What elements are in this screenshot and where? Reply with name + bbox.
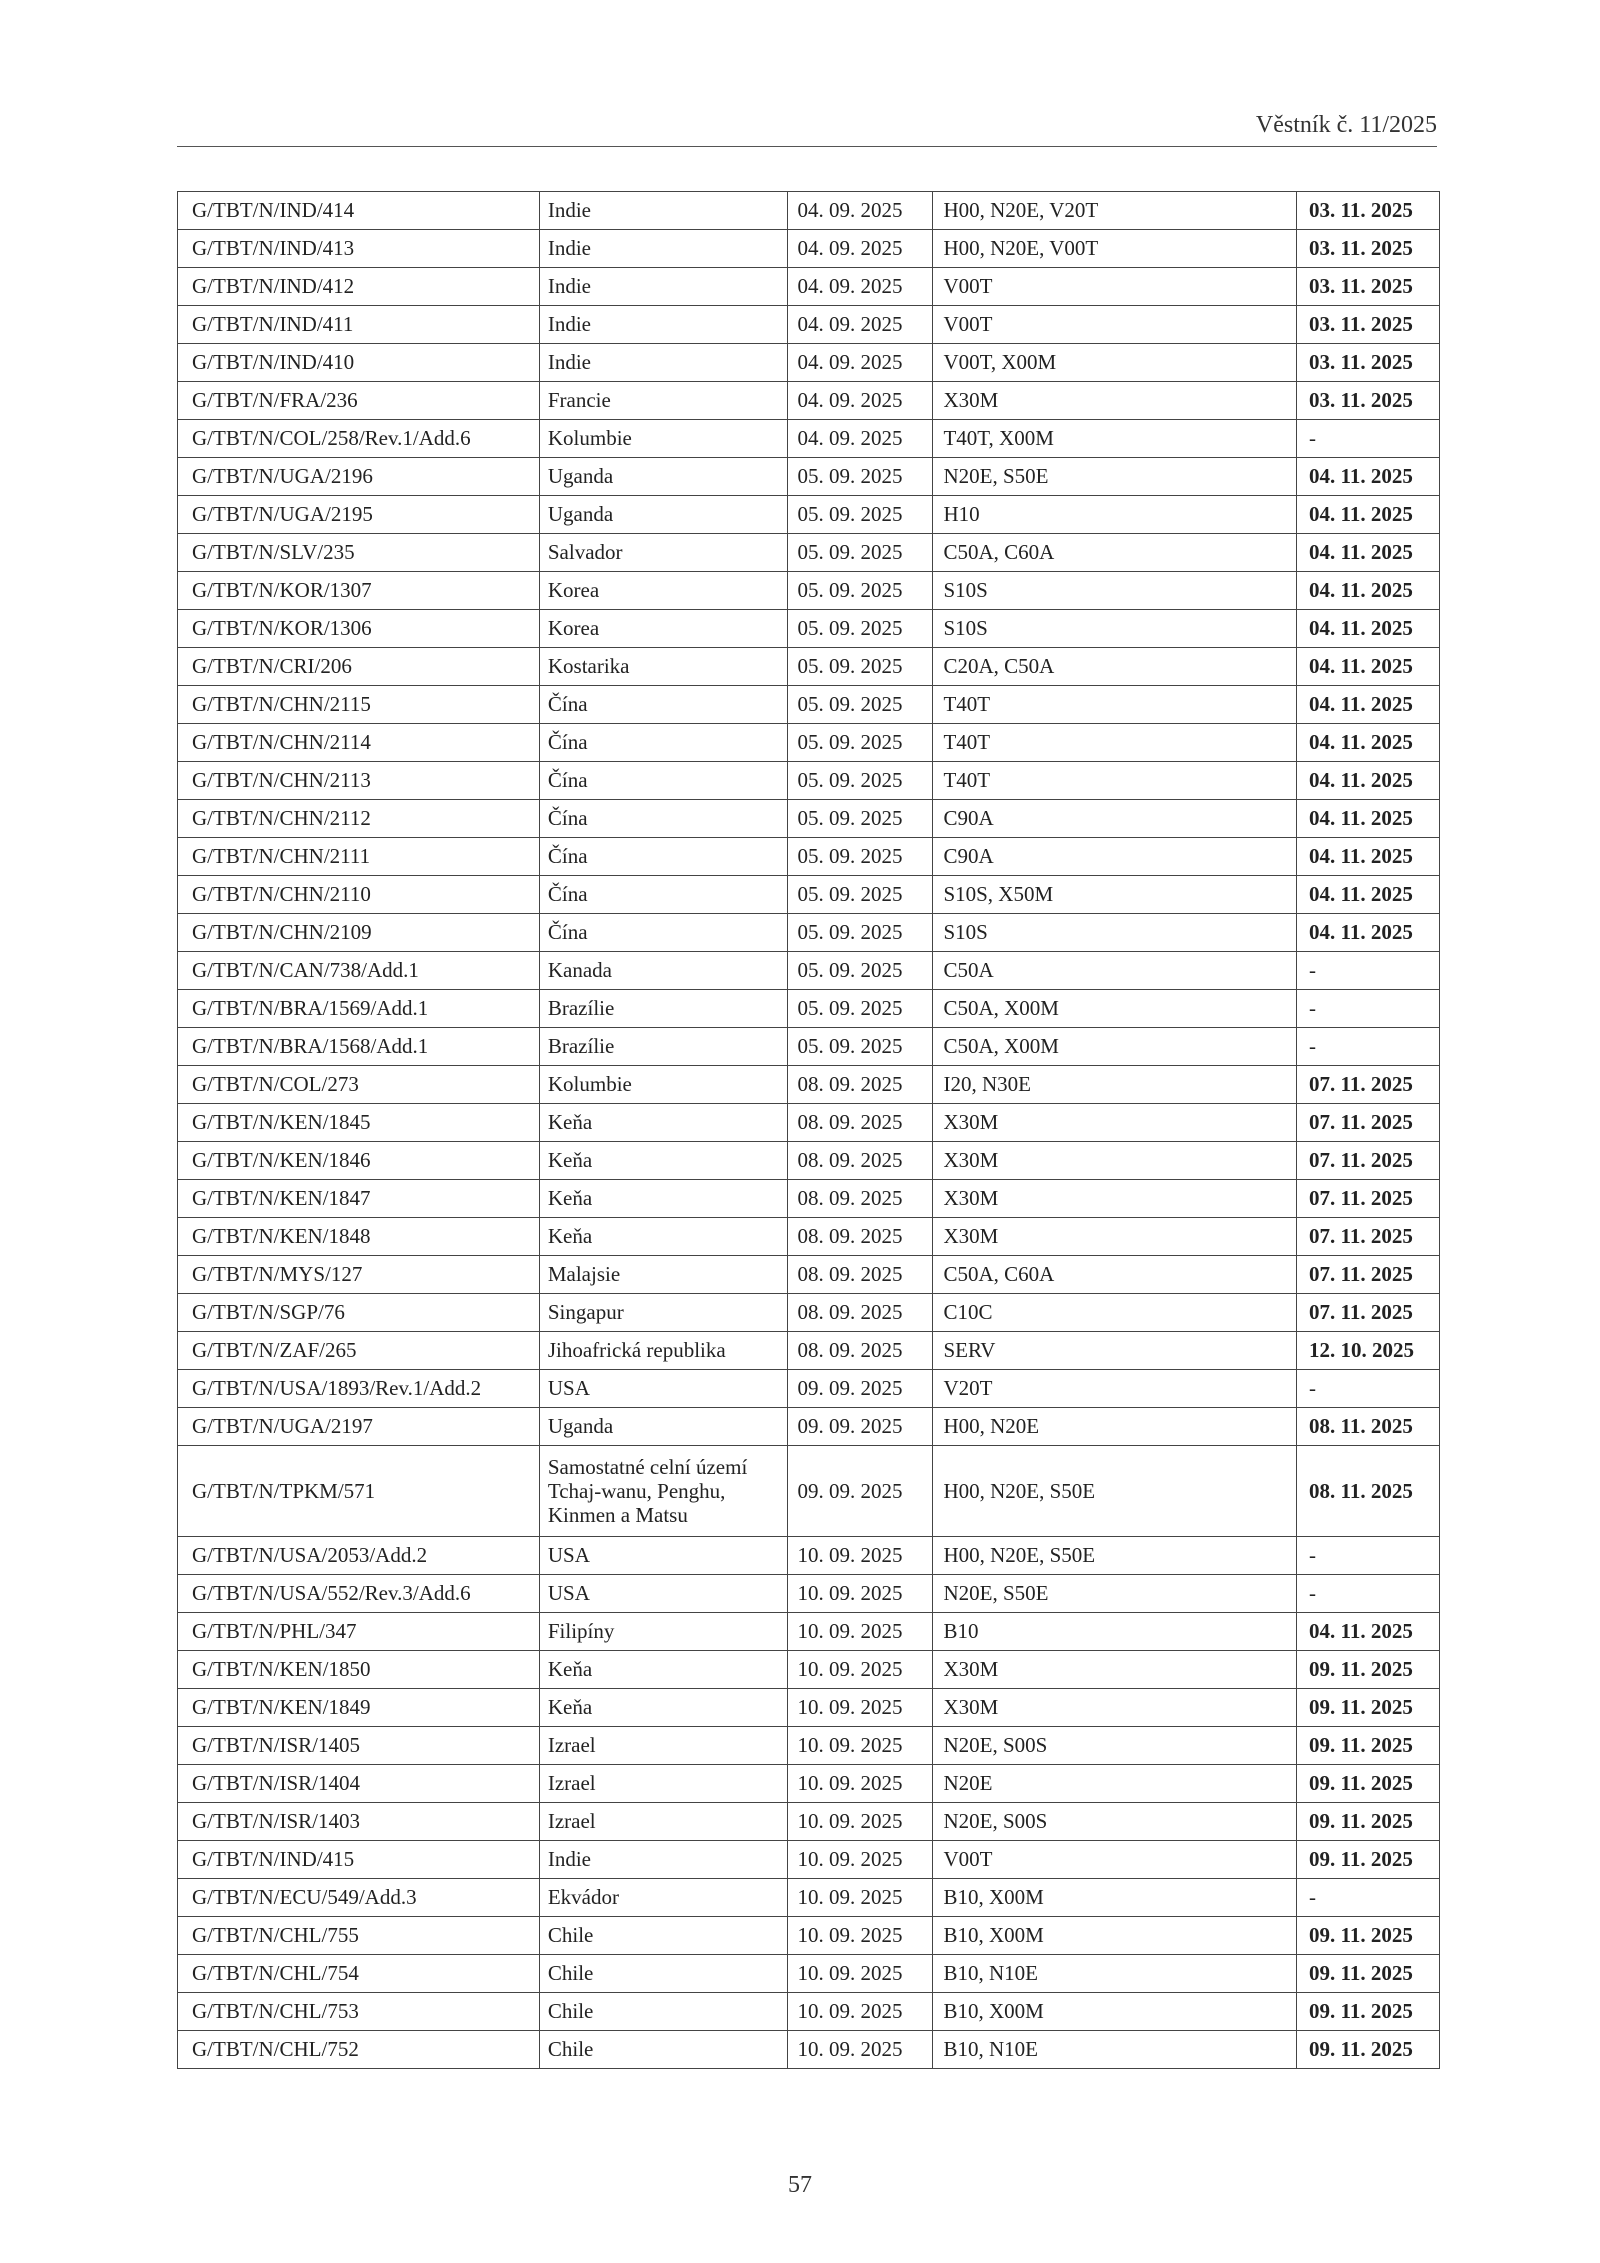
- document-symbol-cell: G/TBT/N/KEN/1845: [178, 1104, 540, 1142]
- ics-codes-cell: X30M: [933, 1104, 1297, 1142]
- table-row: [178, 1294, 1440, 1332]
- notification-date-cell: 08. 09. 2025: [787, 1142, 933, 1180]
- member-country-cell: Čína: [539, 914, 787, 952]
- ics-codes-cell: V20T: [933, 1370, 1297, 1408]
- ics-codes-cell: SERV: [933, 1332, 1297, 1370]
- member-country-cell: Chile: [539, 2031, 787, 2069]
- ics-codes-cell: C50A, X00M: [933, 1028, 1297, 1066]
- ics-codes-cell: C20A, C50A: [933, 648, 1297, 686]
- table-row: [178, 1841, 1440, 1879]
- table-row: [178, 1446, 1440, 1537]
- member-country-cell: Chile: [539, 1917, 787, 1955]
- notification-date-cell: 08. 09. 2025: [787, 1104, 933, 1142]
- table-row: [178, 1613, 1440, 1651]
- notifications-table: [177, 191, 1440, 2069]
- comment-deadline-cell: 09. 11. 2025: [1297, 1841, 1440, 1879]
- table-row: [178, 1066, 1440, 1104]
- ics-codes-cell: V00T: [933, 306, 1297, 344]
- comment-deadline-cell: 09. 11. 2025: [1297, 2031, 1440, 2069]
- document-symbol-cell: G/TBT/N/KOR/1306: [178, 610, 540, 648]
- table-row: [178, 762, 1440, 800]
- comment-deadline-cell: 07. 11. 2025: [1297, 1218, 1440, 1256]
- page-number: 57: [788, 2172, 812, 2198]
- table-row: [178, 1727, 1440, 1765]
- document-symbol-cell: G/TBT/N/ZAF/265: [178, 1332, 540, 1370]
- ics-codes-cell: B10, X00M: [933, 1879, 1297, 1917]
- comment-deadline-cell: 04. 11. 2025: [1297, 686, 1440, 724]
- member-country-cell: Indie: [539, 268, 787, 306]
- table-row: [178, 2031, 1440, 2069]
- document-symbol-cell: G/TBT/N/ECU/549/Add.3: [178, 1879, 540, 1917]
- notification-date-cell: 10. 09. 2025: [787, 1841, 933, 1879]
- document-symbol-cell: G/TBT/N/UGA/2196: [178, 458, 540, 496]
- document-symbol-cell: G/TBT/N/MYS/127: [178, 1256, 540, 1294]
- notification-date-cell: 10. 09. 2025: [787, 1879, 933, 1917]
- ics-codes-cell: C90A: [933, 838, 1297, 876]
- table-row: [178, 306, 1440, 344]
- table-row: [178, 1256, 1440, 1294]
- member-country-cell: Indie: [539, 1841, 787, 1879]
- comment-deadline-cell: -: [1297, 1028, 1440, 1066]
- ics-codes-cell: C50A, C60A: [933, 1256, 1297, 1294]
- document-symbol-cell: G/TBT/N/BRA/1568/Add.1: [178, 1028, 540, 1066]
- ics-codes-cell: X30M: [933, 382, 1297, 420]
- member-country-cell: Izrael: [539, 1803, 787, 1841]
- table-row: [178, 610, 1440, 648]
- member-country-cell: Samostatné celní území Tchaj-wanu, Penghu, Kinmen a Matsu: [539, 1446, 787, 1537]
- notification-date-cell: 05. 09. 2025: [787, 990, 933, 1028]
- ics-codes-cell: B10: [933, 1613, 1297, 1651]
- ics-codes-cell: N20E, S00S: [933, 1727, 1297, 1765]
- notification-date-cell: 05. 09. 2025: [787, 762, 933, 800]
- ics-codes-cell: C90A: [933, 800, 1297, 838]
- member-country-cell: Keňa: [539, 1180, 787, 1218]
- member-country-cell: Kolumbie: [539, 1066, 787, 1104]
- member-country-cell: USA: [539, 1537, 787, 1575]
- notification-date-cell: 10. 09. 2025: [787, 1765, 933, 1803]
- comment-deadline-cell: 03. 11. 2025: [1297, 344, 1440, 382]
- document-symbol-cell: G/TBT/N/PHL/347: [178, 1613, 540, 1651]
- document-symbol-cell: G/TBT/N/ISR/1403: [178, 1803, 540, 1841]
- document-symbol-cell: G/TBT/N/CHL/754: [178, 1955, 540, 1993]
- table-row: [178, 420, 1440, 458]
- document-symbol-cell: G/TBT/N/USA/1893/Rev.1/Add.2: [178, 1370, 540, 1408]
- table-row: [178, 1993, 1440, 2031]
- ics-codes-cell: V00T: [933, 268, 1297, 306]
- document-symbol-cell: G/TBT/N/KEN/1849: [178, 1689, 540, 1727]
- notification-date-cell: 08. 09. 2025: [787, 1066, 933, 1104]
- table-row: [178, 1651, 1440, 1689]
- notification-date-cell: 08. 09. 2025: [787, 1332, 933, 1370]
- ics-codes-cell: S10S: [933, 610, 1297, 648]
- notification-date-cell: 10. 09. 2025: [787, 1537, 933, 1575]
- table-row: [178, 344, 1440, 382]
- document-symbol-cell: G/TBT/N/BRA/1569/Add.1: [178, 990, 540, 1028]
- comment-deadline-cell: 07. 11. 2025: [1297, 1180, 1440, 1218]
- ics-codes-cell: H00, N20E, V00T: [933, 230, 1297, 268]
- member-country-cell: Čína: [539, 762, 787, 800]
- document-symbol-cell: G/TBT/N/CRI/206: [178, 648, 540, 686]
- member-country-cell: Indie: [539, 306, 787, 344]
- notification-date-cell: 04. 09. 2025: [787, 230, 933, 268]
- comment-deadline-cell: -: [1297, 990, 1440, 1028]
- table-row: [178, 572, 1440, 610]
- table-row: [178, 1180, 1440, 1218]
- notification-date-cell: 05. 09. 2025: [787, 952, 933, 990]
- notification-date-cell: 10. 09. 2025: [787, 1689, 933, 1727]
- table-row: [178, 1765, 1440, 1803]
- table-row: [178, 990, 1440, 1028]
- notification-date-cell: 08. 09. 2025: [787, 1294, 933, 1332]
- comment-deadline-cell: 07. 11. 2025: [1297, 1104, 1440, 1142]
- table-row: [178, 1408, 1440, 1446]
- notification-date-cell: 10. 09. 2025: [787, 1613, 933, 1651]
- ics-codes-cell: B10, N10E: [933, 2031, 1297, 2069]
- notification-date-cell: 10. 09. 2025: [787, 1575, 933, 1613]
- table-row: [178, 458, 1440, 496]
- table-row: [178, 268, 1440, 306]
- document-symbol-cell: G/TBT/N/UGA/2197: [178, 1408, 540, 1446]
- notification-date-cell: 04. 09. 2025: [787, 420, 933, 458]
- table-row: [178, 534, 1440, 572]
- ics-codes-cell: H00, N20E, S50E: [933, 1446, 1297, 1537]
- table-row: [178, 1803, 1440, 1841]
- table-row: [178, 800, 1440, 838]
- document-symbol-cell: G/TBT/N/COL/273: [178, 1066, 540, 1104]
- member-country-cell: Korea: [539, 572, 787, 610]
- comment-deadline-cell: -: [1297, 1537, 1440, 1575]
- member-country-cell: Indie: [539, 192, 787, 230]
- member-country-cell: USA: [539, 1370, 787, 1408]
- table-row: [178, 1028, 1440, 1066]
- notification-date-cell: 10. 09. 2025: [787, 1955, 933, 1993]
- document-symbol-cell: G/TBT/N/FRA/236: [178, 382, 540, 420]
- notification-date-cell: 10. 09. 2025: [787, 1651, 933, 1689]
- table-row: [178, 1879, 1440, 1917]
- ics-codes-cell: V00T: [933, 1841, 1297, 1879]
- document-symbol-cell: G/TBT/N/SLV/235: [178, 534, 540, 572]
- member-country-cell: Indie: [539, 230, 787, 268]
- member-country-cell: Filipíny: [539, 1613, 787, 1651]
- comment-deadline-cell: 04. 11. 2025: [1297, 914, 1440, 952]
- member-country-cell: Ekvádor: [539, 1879, 787, 1917]
- comment-deadline-cell: 09. 11. 2025: [1297, 1689, 1440, 1727]
- ics-codes-cell: C50A, X00M: [933, 990, 1297, 1028]
- table-row: [178, 1218, 1440, 1256]
- document-symbol-cell: G/TBT/N/KOR/1307: [178, 572, 540, 610]
- notification-date-cell: 04. 09. 2025: [787, 382, 933, 420]
- ics-codes-cell: X30M: [933, 1651, 1297, 1689]
- table-row: [178, 1917, 1440, 1955]
- comment-deadline-cell: -: [1297, 1370, 1440, 1408]
- ics-codes-cell: B10, X00M: [933, 1993, 1297, 2031]
- comment-deadline-cell: 09. 11. 2025: [1297, 1651, 1440, 1689]
- table-row: [178, 192, 1440, 230]
- document-symbol-cell: G/TBT/N/KEN/1848: [178, 1218, 540, 1256]
- ics-codes-cell: H00, N20E: [933, 1408, 1297, 1446]
- notification-date-cell: 10. 09. 2025: [787, 2031, 933, 2069]
- document-symbol-cell: G/TBT/N/KEN/1846: [178, 1142, 540, 1180]
- comment-deadline-cell: 07. 11. 2025: [1297, 1294, 1440, 1332]
- table-row: [178, 1370, 1440, 1408]
- table-row: [178, 1689, 1440, 1727]
- document-symbol-cell: G/TBT/N/CHN/2115: [178, 686, 540, 724]
- notification-date-cell: 05. 09. 2025: [787, 686, 933, 724]
- member-country-cell: Malajsie: [539, 1256, 787, 1294]
- ics-codes-cell: H00, N20E, V20T: [933, 192, 1297, 230]
- ics-codes-cell: S10S, X50M: [933, 876, 1297, 914]
- ics-codes-cell: S10S: [933, 572, 1297, 610]
- ics-codes-cell: N20E, S50E: [933, 458, 1297, 496]
- comment-deadline-cell: -: [1297, 420, 1440, 458]
- comment-deadline-cell: 04. 11. 2025: [1297, 724, 1440, 762]
- document-symbol-cell: G/TBT/N/IND/413: [178, 230, 540, 268]
- comment-deadline-cell: 03. 11. 2025: [1297, 268, 1440, 306]
- document-symbol-cell: G/TBT/N/IND/414: [178, 192, 540, 230]
- notification-date-cell: 05. 09. 2025: [787, 838, 933, 876]
- member-country-cell: Jihoafrická republika: [539, 1332, 787, 1370]
- comment-deadline-cell: 04. 11. 2025: [1297, 800, 1440, 838]
- table-row: [178, 1332, 1440, 1370]
- member-country-cell: Kostarika: [539, 648, 787, 686]
- document-symbol-cell: G/TBT/N/CHL/752: [178, 2031, 540, 2069]
- document-symbol-cell: G/TBT/N/CHL/755: [178, 1917, 540, 1955]
- notification-date-cell: 10. 09. 2025: [787, 1917, 933, 1955]
- ics-codes-cell: X30M: [933, 1180, 1297, 1218]
- comment-deadline-cell: 09. 11. 2025: [1297, 1765, 1440, 1803]
- ics-codes-cell: C50A, C60A: [933, 534, 1297, 572]
- member-country-cell: Izrael: [539, 1727, 787, 1765]
- table-row: [178, 686, 1440, 724]
- notification-date-cell: 09. 09. 2025: [787, 1446, 933, 1537]
- comment-deadline-cell: 04. 11. 2025: [1297, 648, 1440, 686]
- notification-date-cell: 09. 09. 2025: [787, 1408, 933, 1446]
- notification-date-cell: 09. 09. 2025: [787, 1370, 933, 1408]
- document-symbol-cell: G/TBT/N/USA/552/Rev.3/Add.6: [178, 1575, 540, 1613]
- comment-deadline-cell: 04. 11. 2025: [1297, 610, 1440, 648]
- comment-deadline-cell: 04. 11. 2025: [1297, 838, 1440, 876]
- member-country-cell: Keňa: [539, 1218, 787, 1256]
- ics-codes-cell: C50A: [933, 952, 1297, 990]
- comment-deadline-cell: 03. 11. 2025: [1297, 230, 1440, 268]
- ics-codes-cell: T40T, X00M: [933, 420, 1297, 458]
- ics-codes-cell: H00, N20E, S50E: [933, 1537, 1297, 1575]
- member-country-cell: Kanada: [539, 952, 787, 990]
- comment-deadline-cell: 03. 11. 2025: [1297, 382, 1440, 420]
- ics-codes-cell: X30M: [933, 1218, 1297, 1256]
- comment-deadline-cell: 08. 11. 2025: [1297, 1408, 1440, 1446]
- notification-date-cell: 05. 09. 2025: [787, 800, 933, 838]
- table-row: [178, 838, 1440, 876]
- comment-deadline-cell: 09. 11. 2025: [1297, 1727, 1440, 1765]
- member-country-cell: Singapur: [539, 1294, 787, 1332]
- comment-deadline-cell: 04. 11. 2025: [1297, 534, 1440, 572]
- notification-date-cell: 08. 09. 2025: [787, 1180, 933, 1218]
- comment-deadline-cell: -: [1297, 1879, 1440, 1917]
- document-symbol-cell: G/TBT/N/IND/415: [178, 1841, 540, 1879]
- notification-date-cell: 10. 09. 2025: [787, 1727, 933, 1765]
- table-body: [178, 192, 1440, 2069]
- document-symbol-cell: G/TBT/N/IND/412: [178, 268, 540, 306]
- notification-date-cell: 05. 09. 2025: [787, 496, 933, 534]
- ics-codes-cell: B10, X00M: [933, 1917, 1297, 1955]
- document-symbol-cell: G/TBT/N/KEN/1850: [178, 1651, 540, 1689]
- table-row: [178, 1955, 1440, 1993]
- ics-codes-cell: N20E, S50E: [933, 1575, 1297, 1613]
- bulletin-title: Věstník č. 11/2025: [1255, 112, 1437, 138]
- notification-date-cell: 04. 09. 2025: [787, 344, 933, 382]
- table-row: [178, 648, 1440, 686]
- document-symbol-cell: G/TBT/N/SGP/76: [178, 1294, 540, 1332]
- member-country-cell: Indie: [539, 344, 787, 382]
- comment-deadline-cell: -: [1297, 952, 1440, 990]
- document-symbol-cell: G/TBT/N/IND/410: [178, 344, 540, 382]
- ics-codes-cell: T40T: [933, 762, 1297, 800]
- document-symbol-cell: G/TBT/N/USA/2053/Add.2: [178, 1537, 540, 1575]
- document-symbol-cell: G/TBT/N/ISR/1405: [178, 1727, 540, 1765]
- table-row: [178, 1575, 1440, 1613]
- comment-deadline-cell: 04. 11. 2025: [1297, 458, 1440, 496]
- table-row: [178, 1104, 1440, 1142]
- member-country-cell: Čína: [539, 724, 787, 762]
- comment-deadline-cell: 07. 11. 2025: [1297, 1256, 1440, 1294]
- notification-date-cell: 05. 09. 2025: [787, 610, 933, 648]
- comment-deadline-cell: 04. 11. 2025: [1297, 496, 1440, 534]
- member-country-cell: Čína: [539, 876, 787, 914]
- notification-date-cell: 05. 09. 2025: [787, 724, 933, 762]
- member-country-cell: Čína: [539, 838, 787, 876]
- member-country-cell: Francie: [539, 382, 787, 420]
- document-symbol-cell: G/TBT/N/CHL/753: [178, 1993, 540, 2031]
- notification-date-cell: 10. 09. 2025: [787, 1803, 933, 1841]
- document-symbol-cell: G/TBT/N/CHN/2111: [178, 838, 540, 876]
- comment-deadline-cell: 09. 11. 2025: [1297, 1955, 1440, 1993]
- member-country-cell: Chile: [539, 1993, 787, 2031]
- table-row: [178, 382, 1440, 420]
- document-symbol-cell: G/TBT/N/KEN/1847: [178, 1180, 540, 1218]
- ics-codes-cell: X30M: [933, 1689, 1297, 1727]
- member-country-cell: Salvador: [539, 534, 787, 572]
- comment-deadline-cell: 07. 11. 2025: [1297, 1066, 1440, 1104]
- table-row: [178, 724, 1440, 762]
- document-symbol-cell: G/TBT/N/CHN/2109: [178, 914, 540, 952]
- comment-deadline-cell: 09. 11. 2025: [1297, 1803, 1440, 1841]
- member-country-cell: Keňa: [539, 1651, 787, 1689]
- notification-date-cell: 04. 09. 2025: [787, 192, 933, 230]
- document-symbol-cell: G/TBT/N/CHN/2110: [178, 876, 540, 914]
- table-row: [178, 230, 1440, 268]
- notification-date-cell: 08. 09. 2025: [787, 1218, 933, 1256]
- table-row: [178, 496, 1440, 534]
- ics-codes-cell: X30M: [933, 1142, 1297, 1180]
- comment-deadline-cell: -: [1297, 1575, 1440, 1613]
- ics-codes-cell: N20E, S00S: [933, 1803, 1297, 1841]
- ics-codes-cell: T40T: [933, 686, 1297, 724]
- table-row: [178, 1537, 1440, 1575]
- table-row: [178, 1142, 1440, 1180]
- notification-date-cell: 10. 09. 2025: [787, 1993, 933, 2031]
- member-country-cell: Keňa: [539, 1689, 787, 1727]
- member-country-cell: Brazílie: [539, 1028, 787, 1066]
- document-symbol-cell: G/TBT/N/UGA/2195: [178, 496, 540, 534]
- document-symbol-cell: G/TBT/N/ISR/1404: [178, 1765, 540, 1803]
- ics-codes-cell: H10: [933, 496, 1297, 534]
- member-country-cell: Čína: [539, 686, 787, 724]
- document-symbol-cell: G/TBT/N/CHN/2112: [178, 800, 540, 838]
- ics-codes-cell: V00T, X00M: [933, 344, 1297, 382]
- notification-date-cell: 05. 09. 2025: [787, 534, 933, 572]
- member-country-cell: Chile: [539, 1955, 787, 1993]
- member-country-cell: Keňa: [539, 1142, 787, 1180]
- notification-date-cell: 04. 09. 2025: [787, 268, 933, 306]
- member-country-cell: USA: [539, 1575, 787, 1613]
- comment-deadline-cell: 12. 10. 2025: [1297, 1332, 1440, 1370]
- comment-deadline-cell: 07. 11. 2025: [1297, 1142, 1440, 1180]
- ics-codes-cell: S10S: [933, 914, 1297, 952]
- member-country-cell: Izrael: [539, 1765, 787, 1803]
- comment-deadline-cell: 04. 11. 2025: [1297, 572, 1440, 610]
- comment-deadline-cell: 04. 11. 2025: [1297, 762, 1440, 800]
- member-country-cell: Uganda: [539, 1408, 787, 1446]
- member-country-cell: Uganda: [539, 458, 787, 496]
- comment-deadline-cell: 08. 11. 2025: [1297, 1446, 1440, 1537]
- notification-date-cell: 04. 09. 2025: [787, 306, 933, 344]
- member-country-cell: Keňa: [539, 1104, 787, 1142]
- notification-date-cell: 08. 09. 2025: [787, 1256, 933, 1294]
- document-symbol-cell: G/TBT/N/CAN/738/Add.1: [178, 952, 540, 990]
- ics-codes-cell: B10, N10E: [933, 1955, 1297, 1993]
- comment-deadline-cell: 03. 11. 2025: [1297, 192, 1440, 230]
- comment-deadline-cell: 03. 11. 2025: [1297, 306, 1440, 344]
- member-country-cell: Kolumbie: [539, 420, 787, 458]
- notification-date-cell: 05. 09. 2025: [787, 458, 933, 496]
- ics-codes-cell: N20E: [933, 1765, 1297, 1803]
- member-country-cell: Čína: [539, 800, 787, 838]
- ics-codes-cell: C10C: [933, 1294, 1297, 1332]
- document-symbol-cell: G/TBT/N/IND/411: [178, 306, 540, 344]
- comment-deadline-cell: 04. 11. 2025: [1297, 876, 1440, 914]
- document-symbol-cell: G/TBT/N/CHN/2114: [178, 724, 540, 762]
- notification-date-cell: 05. 09. 2025: [787, 914, 933, 952]
- member-country-cell: Uganda: [539, 496, 787, 534]
- member-country-cell: Korea: [539, 610, 787, 648]
- notification-date-cell: 05. 09. 2025: [787, 648, 933, 686]
- table-row: [178, 914, 1440, 952]
- document-symbol-cell: G/TBT/N/CHN/2113: [178, 762, 540, 800]
- table-row: [178, 876, 1440, 914]
- notification-date-cell: 05. 09. 2025: [787, 572, 933, 610]
- notification-date-cell: 05. 09. 2025: [787, 876, 933, 914]
- comment-deadline-cell: 04. 11. 2025: [1297, 1613, 1440, 1651]
- comment-deadline-cell: 09. 11. 2025: [1297, 1917, 1440, 1955]
- ics-codes-cell: T40T: [933, 724, 1297, 762]
- notification-date-cell: 05. 09. 2025: [787, 1028, 933, 1066]
- comment-deadline-cell: 09. 11. 2025: [1297, 1993, 1440, 2031]
- table-row: [178, 952, 1440, 990]
- document-symbol-cell: G/TBT/N/COL/258/Rev.1/Add.6: [178, 420, 540, 458]
- header-divider: [177, 146, 1437, 147]
- document-symbol-cell: G/TBT/N/TPKM/571: [178, 1446, 540, 1537]
- ics-codes-cell: I20, N30E: [933, 1066, 1297, 1104]
- member-country-cell: Brazílie: [539, 990, 787, 1028]
